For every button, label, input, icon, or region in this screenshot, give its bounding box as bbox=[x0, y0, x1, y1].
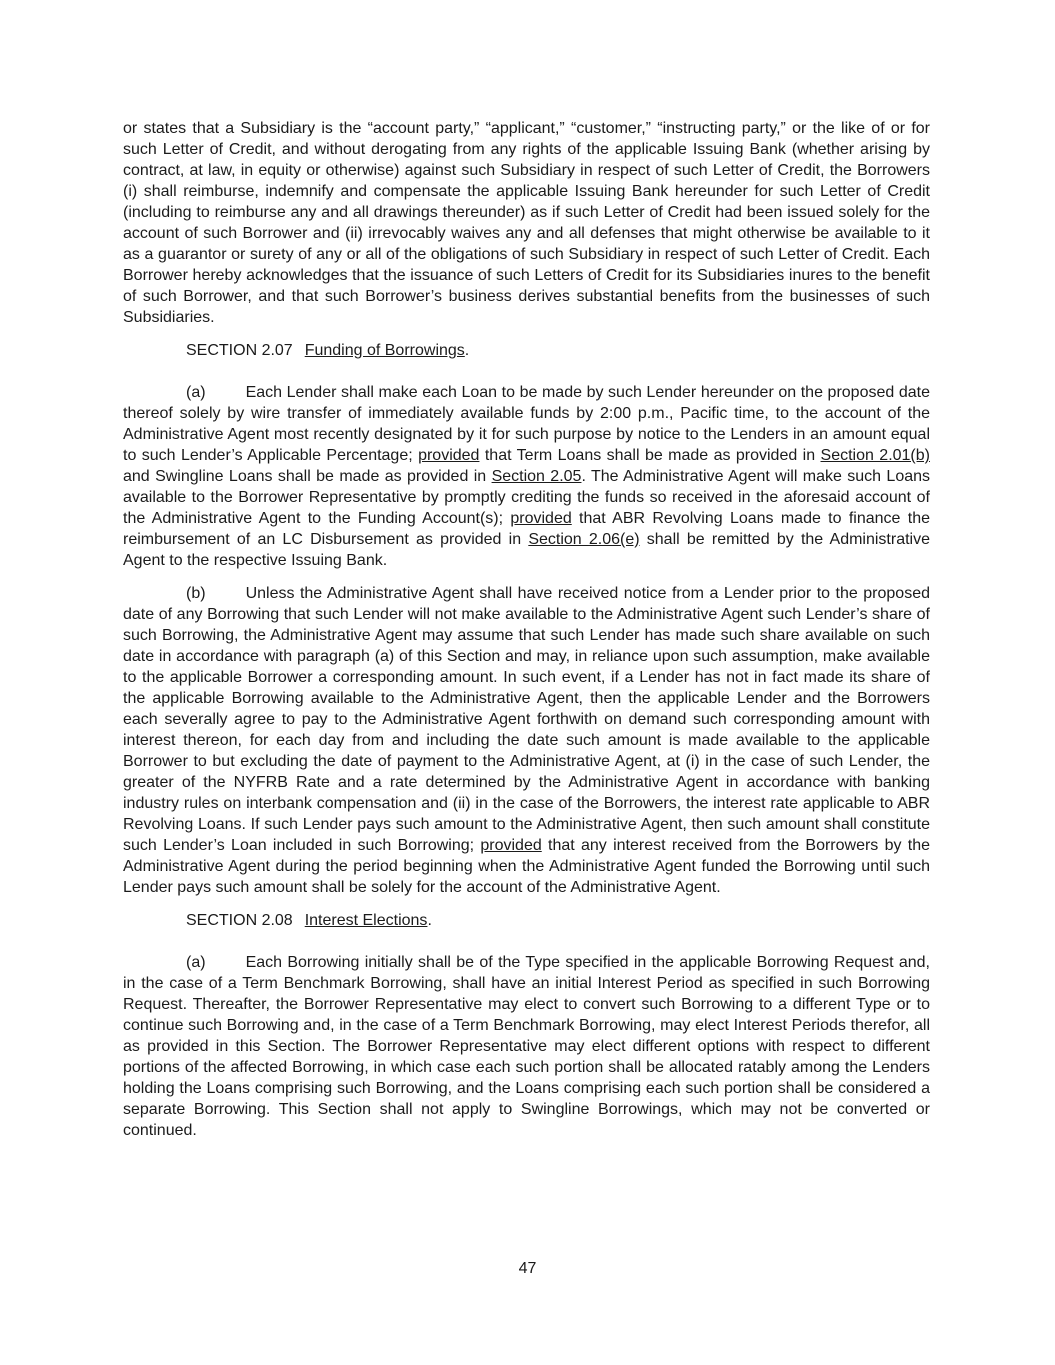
paragraph-continuation bbox=[123, 118, 930, 328]
section-2-07-heading bbox=[123, 340, 930, 361]
text-run: SECTION 2.07 bbox=[186, 342, 293, 359]
text-run: that ABR Revolving Loans made to finance the reimbursement of an LC Disbursement as provided in bbox=[123, 510, 930, 548]
text-run: shall be remitted by the Administrative Agent to the respective Issuing Bank. bbox=[123, 531, 930, 569]
text-run: Unless the Administrative Agent shall have received notice from a Lender prior to the proposed date of any Borrowing that such Lender will not make available to the Administrative Agent such Lender’s share of such Borrowing, the Administrative Agent may assume that such Lender has made such share available on such date in accordance with paragraph (a) of this Section and may, in reliance upon such assumption, make available to the applicable Borrower a corresponding amount. In such event, if a Lender has not in fact made its share of the applicable Borrowing available to the Administrative Agent, then the applicable Lender and the Borrowers each severally agree to pay to the Administrative Agent forthwith on demand such corresponding amount with interest thereon, for each day from and including the date such amount is made available to the applicable Borrower to but excluding the date of payment to the Administrative Agent, at (i) in the case of such Lender, the greater of the NYFRB Rate and a rate determined by the Administrative Agent in accordance with banking industry rules on interbank compensation and (ii) in the case of the Borrowers, the interest rate applicable to ABR Revolving Loans. If such Lender pays such amount to the Administrative Agent, then such amount shall constitute such Lender’s Loan included in such Borrowing; bbox=[123, 585, 930, 854]
underlined-text: provided bbox=[510, 510, 572, 527]
text-run: that any interest received from the Borrowers by the Administrative Agent during the period beginning when the Administrative Agent funded the Borrowing until such Lender pays such amount shall be solely for the account of the Administrative Agent. bbox=[123, 837, 930, 896]
page-number: 47 bbox=[518, 1260, 537, 1277]
underlined-text: provided bbox=[480, 837, 542, 854]
text-run: . bbox=[427, 912, 432, 929]
underlined-text: Interest Elections bbox=[304, 912, 428, 929]
text-run: . bbox=[464, 342, 470, 359]
section-2-08-heading bbox=[123, 910, 930, 931]
underlined-text: provided bbox=[418, 447, 480, 464]
text-run: . The Administrative Agent will make such Loans available to the Borrower Representative by promptly crediting the funds so received in the aforesaid account of the Administrative Agent to the Funding Account(s); bbox=[123, 468, 931, 527]
document-body bbox=[123, 118, 930, 1153]
section-2-07-paragraph-a bbox=[123, 382, 930, 571]
text-run: (b) bbox=[186, 585, 206, 602]
text-run: (a) bbox=[186, 954, 206, 971]
text-run: that Term Loans shall be made as provided in bbox=[479, 447, 821, 464]
text-run: Each Lender shall make each Loan to be made by such Lender hereunder on the proposed date thereof solely by wire transfer of immediately available funds by 2:00 p.m., Pacific time, to the account of the Administrative Agent most recently designated by it for such purpose by notice to the Lenders in an amount equal to such Lender’s Applicable Percentage; bbox=[123, 384, 930, 464]
section-2-08-paragraph-a bbox=[123, 952, 930, 1141]
section-2-07-paragraph-b bbox=[123, 583, 930, 898]
text-run: SECTION 2.08 bbox=[186, 912, 293, 929]
text-run: and Swingline Loans shall be made as provided in bbox=[123, 468, 492, 485]
underlined-text: Section 2.06(e) bbox=[528, 531, 640, 548]
text-run: (a) bbox=[186, 384, 206, 401]
text-run: Each Borrowing initially shall be of the Type specified in the applicable Borrowing Request and, in the case of a Term Benchmark Borrowing, shall have an initial Interest Period as specified in such Borrowing Request. Thereafter, the Borrower Representative may elect to convert such Borrowing to a different Type or to continue such Borrowing and, in the case of a Term Benchmark Borrowing, may elect Interest Periods therefor, all as provided in this Section. The Borrower Representative may elect different options with respect to different portions of the affected Borrowing, in which case each such portion shall be allocated ratably among the Lenders holding the Loans comprising such Borrowing, and the Loans comprising each such portion shall be considered a separate Borrowing. This Section shall not apply to Swingline Borrowings, which may not be converted or continued. bbox=[123, 954, 930, 1139]
underlined-text: Section 2.05 bbox=[491, 468, 582, 485]
underlined-text: Funding of Borrowings bbox=[304, 342, 465, 359]
text-run: or states that a Subsidiary is the “account party,” “applicant,” “customer,” “instructing party,” or the like of or for such Letter of Credit, and without derogating from any rights of the applicable Issuing Bank (whether arising by contract, at law, in equity or otherwise) against such Subsidiary in respect of such Letter of Credit, the Borrowers (i) shall reimburse, indemnify and compensate the applicable Issuing Bank hereunder for such Letter of Credit (including to reimburse any and all drawings thereunder) as if such Letter of Credit had been issued solely for the account of such Borrower and (ii) irrevocably waives any and all defenses that might otherwise be available to it as a guarantor or surety of any or all of the obligations of such Subsidiary in respect of such Letter of Credit. Each Borrower hereby acknowledges that the issuance of such Letters of Credit for its Subsidiaries inures to the benefit of such Borrower, and that such Borrower’s business derives substantial benefits from the businesses of such Subsidiaries. bbox=[123, 120, 930, 326]
underlined-text: Section 2.01(b) bbox=[820, 447, 930, 464]
